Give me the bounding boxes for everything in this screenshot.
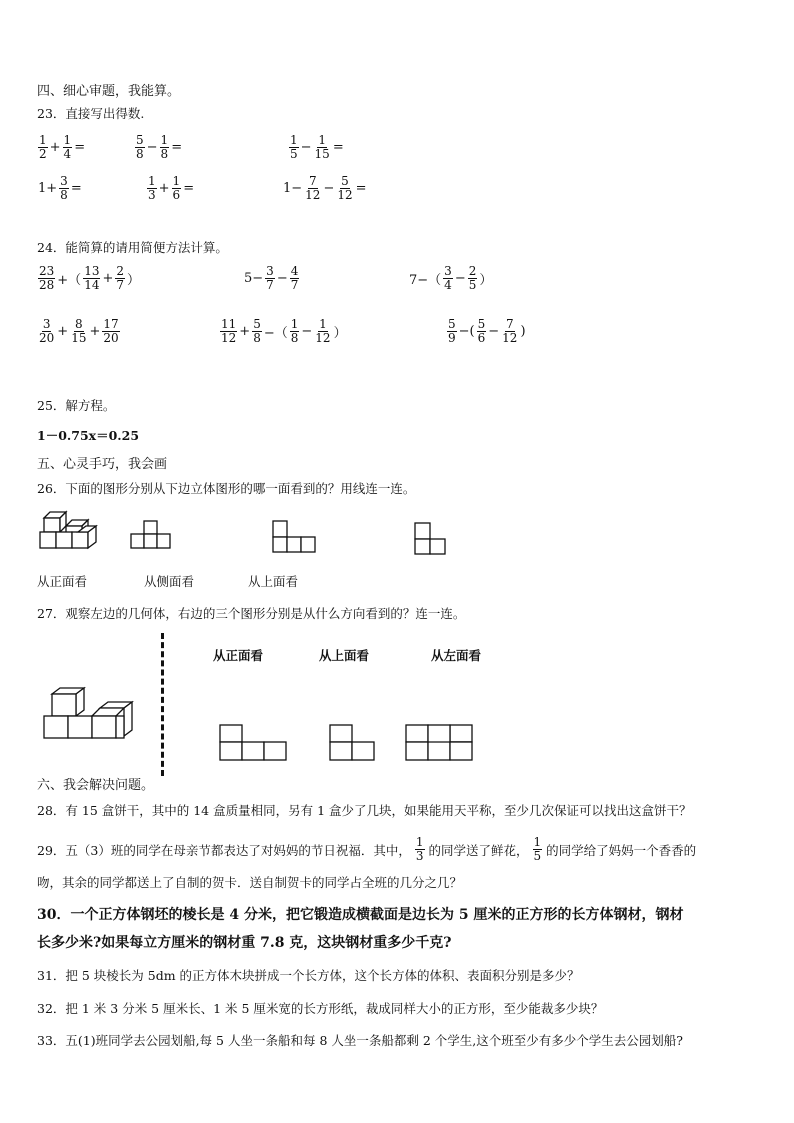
fraction: $\frac{13}{14}$: [84, 264, 100, 292]
q28-text: 28．有 15 盒饼干，其中的 14 盒质量相同，另有 1 盒少了几块，如果能用天平称，至少几次保证可以找出这盒饼干？: [37, 803, 692, 818]
fraction: $\frac{3}{8}$: [60, 174, 68, 202]
q23-label: 23．直接写出得数.: [37, 106, 145, 121]
q24-expr-5: $\frac{11}{12}$ + $\frac{5}{8}$ −（ $\frac{1}{8}$ − $\frac{1}{12}$ ）: [221, 317, 347, 345]
fraction: $\frac{7}{12}$: [502, 317, 518, 345]
q24-expr-1: $\frac{23}{28}$ +（ $\frac{13}{14}$ + $\frac{2}{7}$ ）: [39, 264, 141, 292]
q26-view-shape-2: [272, 520, 318, 554]
q27-view-label-front: 从正面看: [213, 648, 264, 663]
fraction: $\frac{11}{12}$: [221, 317, 237, 345]
fraction: $\frac{5}{9}$: [448, 317, 456, 345]
fraction: $\frac{2}{7}$: [116, 264, 125, 292]
q32-text: 32．把 1 米 3 分米 5 厘米长、1 米 5 厘米宽的长方形纸，裁成同样大小的正方形，至少能裁多少块？: [37, 1001, 604, 1016]
q27-label: 27．观察左边的几何体，右边的三个图形分别是从什么方向看到的？连一连。: [37, 606, 466, 621]
fraction: $\frac{1}{15}$: [314, 133, 330, 161]
q24-expr-6: $\frac{5}{9}$ −( $\frac{5}{6}$ − $\frac{7}{12}$ ): [448, 317, 526, 345]
q24-expr-2: 5− $\frac{3}{7}$ − $\frac{4}{7}$: [244, 264, 299, 292]
fraction: $\frac{1}{5}$: [533, 835, 542, 863]
fraction: $\frac{1}{6}$: [172, 174, 181, 202]
q26-view-label-top: 从上面看: [248, 574, 299, 589]
fraction: $\frac{2}{5}$: [468, 264, 477, 292]
fraction: $\frac{23}{28}$: [39, 264, 55, 292]
fraction: $\frac{4}{7}$: [290, 264, 299, 292]
q23-expr-1: $\frac{1}{2}$ + $\frac{1}{4}$ =: [39, 133, 86, 161]
q25-label: 25．解方程。: [37, 398, 116, 413]
q27-view-shape-3: [405, 724, 475, 762]
q26-view-label-side: 从侧面看: [144, 574, 195, 589]
fraction: $\frac{5}{8}$: [253, 317, 261, 345]
fraction: $\frac{1}{8}$: [290, 317, 299, 345]
fraction: $\frac{17}{20}$: [103, 317, 119, 345]
q24-expr-4: $\frac{3}{20}$ + $\frac{8}{15}$ + $\frac{17}{20}$: [39, 317, 119, 345]
q24-label: 24．能简算的请用简便方法计算。: [37, 240, 228, 255]
q23-expr-6: 1− $\frac{7}{12}$ − $\frac{5}{12}$ =: [283, 174, 367, 202]
q26-view-shape-3: [414, 522, 448, 558]
fraction: $\frac{5}{8}$: [136, 133, 144, 161]
fraction: $\frac{1}{4}$: [63, 133, 72, 161]
q29-line2: 吻，其余的同学都送上了自制的贺卡．送自制贺卡的同学占全班的几分之几？: [37, 875, 463, 890]
fraction: $\frac{5}{6}$: [477, 317, 486, 345]
fraction: $\frac{3}{20}$: [39, 317, 55, 345]
q31-text: 31．把 5 块棱长为 5dm 的正方体木块拼成一个长方体，这个长方体的体积、表面积分别是多少？: [37, 968, 580, 983]
q29-line1: 29．五（3）班的同学在母亲节都表达了对妈妈的节日祝福．其中， $\frac{1}{3}$ 的同学送了鲜花， $\frac{1}{5}$ 的同学给了妈妈一个香香的: [37, 835, 697, 863]
fraction: $\frac{5}{12}$: [337, 174, 353, 202]
q27-view-label-left: 从左面看: [431, 648, 482, 663]
q26-view-label-front: 从正面看: [37, 574, 88, 589]
section-5-title: 五、心灵手巧，我会画: [37, 457, 168, 472]
q27-view-shape-1: [219, 724, 289, 762]
fraction: $\frac{3}{4}$: [444, 264, 452, 292]
section-6-title: 六、我会解决问题。: [37, 778, 155, 793]
q23-expr-2: $\frac{5}{8}$ − $\frac{1}{8}$ =: [136, 133, 183, 161]
fraction: $\frac{1}{5}$: [290, 133, 298, 161]
q25-equation: 1－0.75x＝0.25: [37, 428, 140, 443]
q33-text: 33．五(1)班同学去公园划船,每 5 人坐一条船和每 8 人坐一条船都剩 2 个学生,这个班至少有多少个学生去公园划船?: [37, 1033, 683, 1048]
q27-solid-figure: [40, 686, 140, 746]
q23-expr-3: $\frac{1}{5}$ − $\frac{1}{15}$ =: [290, 133, 344, 161]
fraction: $\frac{1}{3}$: [415, 835, 424, 863]
divider-dashed: [161, 633, 164, 776]
fraction: $\frac{8}{15}$: [71, 317, 87, 345]
fraction: $\frac{1}{3}$: [148, 174, 156, 202]
q27-view-label-top: 从上面看: [319, 648, 370, 663]
q23-expr-5: $\frac{1}{3}$ + $\frac{1}{6}$ =: [148, 174, 195, 202]
q30-line1: 30．一个正方体钢坯的棱长是 4 分米，把它锻造成横截面是边长为 5 厘米的正方形的长方体钢材，钢材: [37, 907, 684, 923]
q27-view-shape-2: [329, 724, 377, 762]
q30-line2: 长多少米?如果每立方厘米的钢材重 7.8 克，这块钢材重多少千克?: [37, 935, 452, 951]
fraction: $\frac{3}{7}$: [266, 264, 274, 292]
q26-label: 26．下面的图形分别从下边立体图形的哪一面看到的？用线连一连。: [37, 481, 416, 496]
fraction: $\frac{7}{12}$: [305, 174, 321, 202]
q26-view-shape-1: [130, 520, 174, 552]
q23-expr-4: 1+ $\frac{3}{8}$ =: [38, 174, 82, 202]
section-4-title: 四、细心审题，我能算。: [37, 84, 181, 99]
q26-solid-figure: [38, 510, 102, 556]
fraction: $\frac{1}{12}$: [315, 317, 331, 345]
fraction: $\frac{1}{8}$: [160, 133, 169, 161]
fraction: $\frac{1}{2}$: [39, 133, 47, 161]
q24-expr-3: 7−（ $\frac{3}{4}$ − $\frac{2}{5}$ ）: [409, 264, 493, 292]
